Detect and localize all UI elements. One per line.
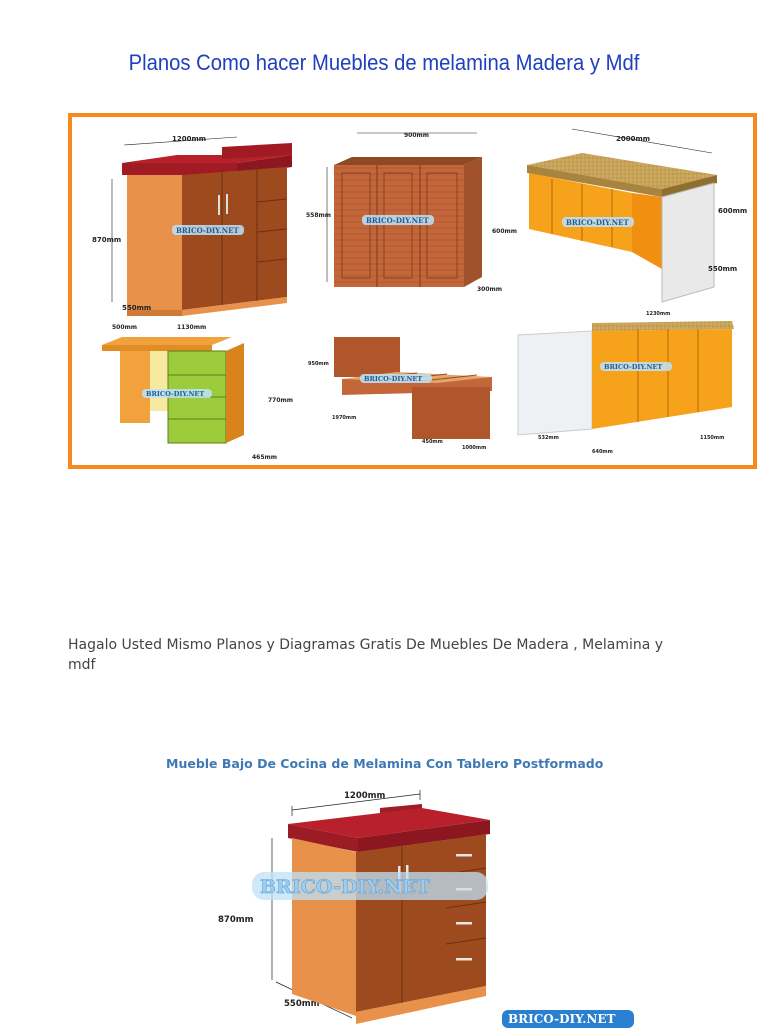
long-counter-depth-label: 600mm — [718, 207, 748, 215]
watermark-small-text: BRICO-DIY.NET — [508, 1012, 616, 1026]
bed — [308, 337, 492, 451]
corner-unit-mid-label: 640mm — [592, 449, 613, 455]
wall-cabinet — [306, 132, 517, 293]
height-label: 870mm — [218, 915, 254, 925]
corner-kitchen-unit — [518, 311, 734, 455]
kitchen-base-width-label: 1200mm — [172, 135, 207, 143]
kitchen-base-depth-label: 550mm — [122, 304, 152, 312]
kitchen-base-height-label: 870mm — [92, 236, 122, 244]
bed-head-label: 950mm — [308, 361, 329, 367]
long-counter-watermark: BRICO-DIY.NET — [566, 218, 629, 227]
drawer-stack — [446, 834, 486, 994]
bed-foot-label: 450mm — [422, 439, 443, 445]
drawer-handle — [456, 922, 472, 925]
watermark-text: BRICO-DIY.NET — [260, 876, 431, 898]
furniture-collage — [68, 113, 757, 469]
kitchen-base-watermark: BRICO-DIY.NET — [176, 226, 239, 235]
side-panel — [292, 838, 356, 1016]
desk-depth-label: 465mm — [252, 454, 278, 461]
desk-width-label: 1130mm — [177, 324, 207, 331]
corner-unit-right-label: 1150mm — [700, 435, 725, 441]
wall-cabinet-watermark: BRICO-DIY.NET — [366, 216, 429, 225]
long-counter — [527, 129, 747, 302]
long-counter-width-label: 2000mm — [616, 135, 651, 143]
corner-unit-watermark: BRICO-DIY.NET — [604, 363, 663, 371]
long-counter-side-label: 550mm — [708, 265, 738, 273]
kitchen-base-cabinet — [92, 135, 292, 316]
collage-drawings — [72, 117, 753, 465]
drawer-handle — [456, 854, 472, 857]
kitchen-cabinet-drawing — [218, 780, 616, 1026]
desk-side-label: 500mm — [112, 324, 138, 331]
kitchen-cabinet-figure — [218, 780, 616, 1026]
corner-unit-top-label: 1230mm — [646, 311, 671, 317]
wall-cabinet-height-label: 600mm — [492, 228, 518, 235]
bed-length-label: 1970mm — [332, 415, 357, 421]
drawer-handle — [456, 958, 472, 961]
bed-width-label: 1000mm — [462, 445, 487, 451]
wall-cabinet-left-height-label: 558mm — [306, 212, 332, 219]
wall-cabinet-width-label: 900mm — [404, 132, 430, 139]
depth-label: 550mm — [284, 999, 320, 1009]
figure-caption: Mueble Bajo De Cocina de Melamina Con Tablero Postformado — [166, 756, 604, 771]
corner-unit-left-label: 532mm — [538, 435, 559, 441]
desk-watermark: BRICO-DIY.NET — [146, 390, 205, 398]
bed-watermark: BRICO-DIY.NET — [364, 375, 423, 383]
width-label: 1200mm — [344, 791, 386, 801]
desk — [102, 324, 293, 461]
intro-text: Hagalo Usted Mismo Planos y Diagramas Gratis De Muebles De Madera , Melamina y mdf — [68, 637, 664, 673]
wall-cabinet-depth-label: 300mm — [477, 286, 503, 293]
front-doors — [356, 840, 446, 1012]
page-title: Planos Como hacer Muebles de melamina Madera y Mdf — [128, 50, 640, 75]
desk-height-label: 770mm — [268, 397, 294, 404]
